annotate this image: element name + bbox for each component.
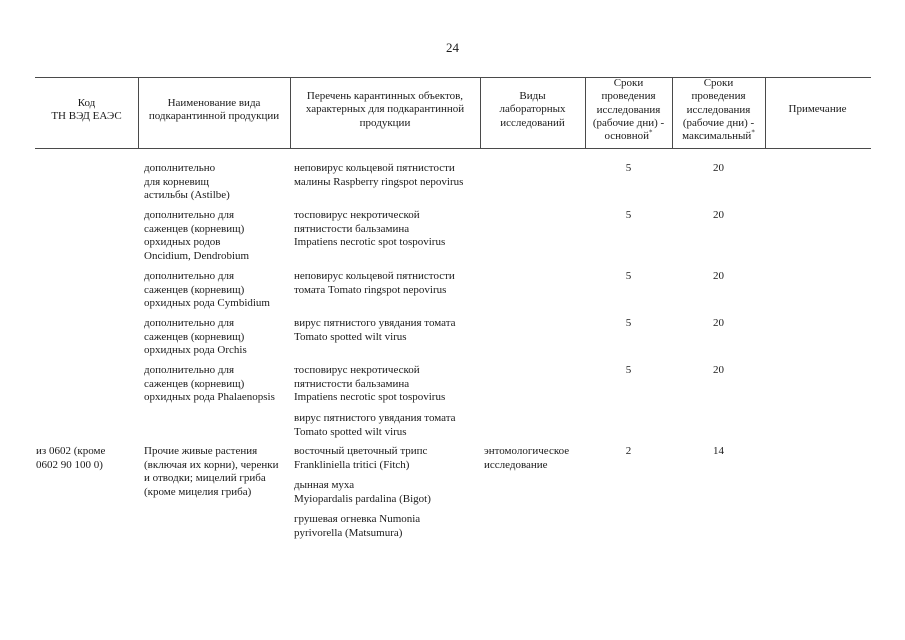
- header-quarantine-objects: [290, 90, 480, 130]
- cell-line: орхидных родов: [144, 236, 221, 249]
- cell-line: орхидных рода Phalaenopsis: [144, 391, 275, 404]
- header-line: (рабочие дни) -: [592, 116, 665, 129]
- row-product: [144, 364, 275, 405]
- row-quarantine-object: [294, 364, 445, 405]
- row-term-basic: 5: [625, 270, 632, 282]
- cell-line: томата Tomato ringspot nepovirus: [294, 283, 447, 296]
- header-bottom-border: [35, 148, 871, 149]
- row-term-max: 20: [713, 317, 724, 329]
- cell-line: дополнительно: [144, 162, 216, 174]
- cell-line: 0602 90 100 0): [36, 458, 103, 471]
- header-product-name: [138, 97, 290, 124]
- header-line: Примечание: [788, 103, 847, 115]
- cell-line: саженцев (корневищ): [144, 330, 245, 343]
- row-product: [144, 209, 249, 264]
- cell-line: саженцев (корневищ): [144, 377, 245, 390]
- cell-line: Tomato spotted wilt virus: [294, 425, 407, 438]
- header-code: [35, 97, 138, 124]
- header-text: основной: [604, 130, 649, 143]
- cell-line: дынная муха: [294, 479, 355, 491]
- cell-line: тосповирус некротической: [294, 364, 420, 376]
- row-term-max: 20: [713, 270, 724, 282]
- cell-line: неповирус кольцевой пятнистости: [294, 162, 455, 174]
- row-quarantine-object: [294, 317, 456, 344]
- row-product: [144, 317, 247, 358]
- header-line: проведения: [601, 90, 656, 103]
- row-code: [36, 445, 105, 472]
- header-line: Сроки: [703, 77, 734, 89]
- header-line: исследования: [596, 103, 661, 116]
- footnote-mark: *: [751, 128, 755, 137]
- cell-line: орхидных рода Cymbidium: [144, 297, 270, 310]
- row-product: [144, 270, 270, 311]
- header-line: лабораторных: [499, 103, 566, 116]
- cell-line: восточный цветочный трипс: [294, 445, 428, 457]
- cell-line: дополнительно для: [144, 270, 235, 282]
- cell-line: астильбы (Astilbe): [144, 189, 230, 202]
- cell-line: дополнительно для: [144, 364, 235, 376]
- page-number: 24: [446, 40, 459, 55]
- row-product: [144, 162, 230, 203]
- cell-line: Impatiens necrotic spot tospovirus: [294, 236, 446, 249]
- cell-line: дополнительно для: [144, 209, 235, 221]
- cell-line: для корневищ: [144, 175, 210, 188]
- header-line: подкарантинной продукции: [148, 110, 280, 123]
- header-term-max: [672, 77, 765, 143]
- header-line: Перечень карантинных объектов,: [306, 90, 464, 102]
- cell-line: пятнистости бальзамина: [294, 222, 410, 235]
- row-quarantine-object: [294, 479, 431, 506]
- header-term-basic: [585, 77, 672, 143]
- header-line: Код: [77, 97, 96, 109]
- header-line: исследований: [500, 116, 565, 129]
- header-text: максимальный: [682, 130, 752, 143]
- header-line: проведения: [691, 90, 746, 103]
- header-note: [765, 103, 870, 116]
- cell-line: Impatiens necrotic spot tospovirus: [294, 391, 446, 404]
- header-line: ТН ВЭД ЕАЭС: [51, 110, 122, 123]
- row-product: [144, 445, 279, 500]
- header-line: Сроки: [613, 77, 644, 89]
- cell-line: из 0602 (кроме: [36, 445, 106, 457]
- cell-line: тосповирус некротической: [294, 209, 420, 221]
- cell-line: саженцев (корневищ): [144, 222, 245, 235]
- cell-line: исследование: [484, 458, 548, 471]
- row-quarantine-object: [294, 412, 456, 439]
- cell-line: вирус пятнистого увядания томата: [294, 412, 456, 424]
- cell-line: Прочие живые растения: [144, 445, 258, 457]
- row-quarantine-object: [294, 445, 427, 472]
- row-term-basic: 5: [625, 317, 632, 329]
- cell-line: дополнительно для: [144, 317, 235, 329]
- header-line: исследования: [686, 103, 751, 116]
- cell-line: Frankliniella tritici (Fitch): [294, 458, 410, 471]
- cell-line: саженцев (корневищ): [144, 283, 245, 296]
- cell-line: и отводки; мицелий гриба: [144, 472, 266, 485]
- cell-line: грушевая огневка Numonia: [294, 513, 421, 525]
- cell-line: малины Raspberry ringspot nepovirus: [294, 175, 464, 188]
- cell-line: энтомологическое: [484, 445, 570, 457]
- cell-line: (кроме мицелия гриба): [144, 486, 252, 499]
- row-term-basic: 2: [625, 445, 632, 457]
- footnote-mark: *: [649, 128, 653, 137]
- header-line-with-footnote: [585, 130, 672, 143]
- row-quarantine-object: [294, 270, 455, 297]
- header-lab-types: [480, 90, 585, 130]
- row-term-basic: 5: [625, 364, 632, 376]
- cell-line: Tomato spotted wilt virus: [294, 330, 407, 343]
- cell-line: пятнистости бальзамина: [294, 377, 410, 390]
- cell-line: вирус пятнистого увядания томата: [294, 317, 456, 329]
- cell-line: pyrivorella (Matsumura): [294, 526, 403, 539]
- row-term-basic: 5: [625, 162, 632, 174]
- row-term-max: 20: [713, 364, 724, 376]
- row-quarantine-object: [294, 513, 420, 540]
- cell-line: Oncidium, Dendrobium: [144, 250, 250, 263]
- header-line-with-footnote: [672, 130, 765, 143]
- header-line: продукции: [359, 116, 411, 129]
- header-line: характерных для подкарантинной: [305, 103, 465, 116]
- row-term-max: 20: [713, 209, 724, 221]
- header-line: Наименование вида: [167, 97, 261, 109]
- row-term-max: 14: [713, 445, 724, 457]
- cell-line: неповирус кольцевой пятнистости: [294, 270, 455, 282]
- row-term-basic: 5: [625, 209, 632, 221]
- cell-line: (включая их корни), черенки: [144, 458, 279, 471]
- row-term-max: 20: [713, 162, 724, 174]
- header-line: Виды: [519, 90, 546, 102]
- row-quarantine-object: [294, 162, 463, 189]
- header-line: (рабочие дни) -: [682, 116, 755, 129]
- cell-line: орхидных рода Orchis: [144, 344, 247, 357]
- row-quarantine-object: [294, 209, 445, 250]
- row-lab-type: [484, 445, 569, 472]
- cell-line: Myiopardalis pardalina (Bigot): [294, 492, 431, 505]
